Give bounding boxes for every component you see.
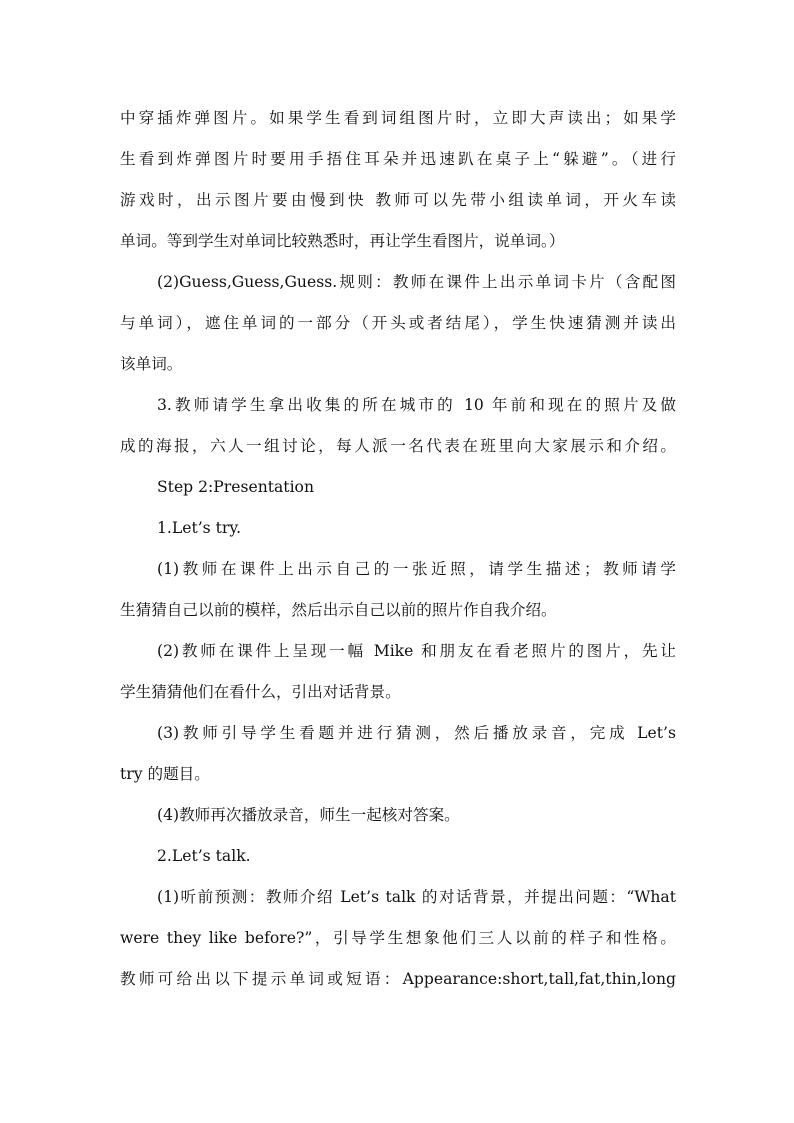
text-line: were they like before?”，引导学生想象他们三人以前的样子和性格。	[120, 929, 676, 947]
text-line: (1)教师在课件上出示自己的一张近照，请学生描述；教师请学	[157, 560, 676, 578]
text-line: try 的题目。	[120, 765, 210, 783]
subsection-heading: 1.Let’s try.	[157, 519, 242, 537]
text-line: (1)听前预测：教师介绍 Let’s talk 的对话背景，并提出问题：“What	[157, 888, 676, 906]
text-line: 单词。等到学生对单词比较熟悉时，再让学生看图片，说单词。）	[120, 232, 565, 250]
text-line: 教师可给出以下提示单词或短语：Appearance:short,tall,fat,thin,long	[120, 970, 676, 988]
text-line: 生猜猜自己以前的模样，然后出示自己以前的照片作自我介绍。	[120, 601, 557, 619]
text-line: 该单词。	[120, 355, 183, 373]
document-body	[120, 98, 676, 1000]
text-line: 游戏时，出示图片要由慢到快 教师可以先带小组读单词，开火车读	[120, 191, 676, 209]
text-line: 与单词），遮住单词的一部分（开头或者结尾），学生快速猜测并读出	[120, 314, 676, 332]
text-line: 生看到炸弹图片时要用手捂住耳朵并迅速趴在桌子上“躲避”。（进行	[120, 150, 676, 168]
text-line: 中穿插炸弹图片。如果学生看到词组图片时，立即大声读出；如果学	[120, 109, 676, 127]
section-heading: Step 2:Presentation	[157, 478, 314, 496]
text-line: 成的海报，六人一组讨论，每人派一名代表在班里向大家展示和介绍。	[120, 437, 676, 455]
text-line: (4)教师再次播放录音，师生一起核对答案。	[157, 806, 460, 824]
text-line: 学生猜猜他们在看什么，引出对话背景。	[120, 683, 401, 701]
text-line: (3)教师引导学生看题并进行猜测，然后播放录音，完成 Let’s	[157, 724, 676, 742]
text-line: (2)Guess,Guess,Guess.规则：教师在课件上出示单词卡片（含配图	[157, 273, 676, 291]
text-line: (2)教师在课件上呈现一幅 Mike 和朋友在看老照片的图片，先让	[157, 642, 676, 660]
text-line: 3.教师请学生拿出收集的所在城市的 10 年前和现在的照片及做	[157, 396, 676, 414]
subsection-heading: 2.Let’s talk.	[157, 847, 251, 865]
